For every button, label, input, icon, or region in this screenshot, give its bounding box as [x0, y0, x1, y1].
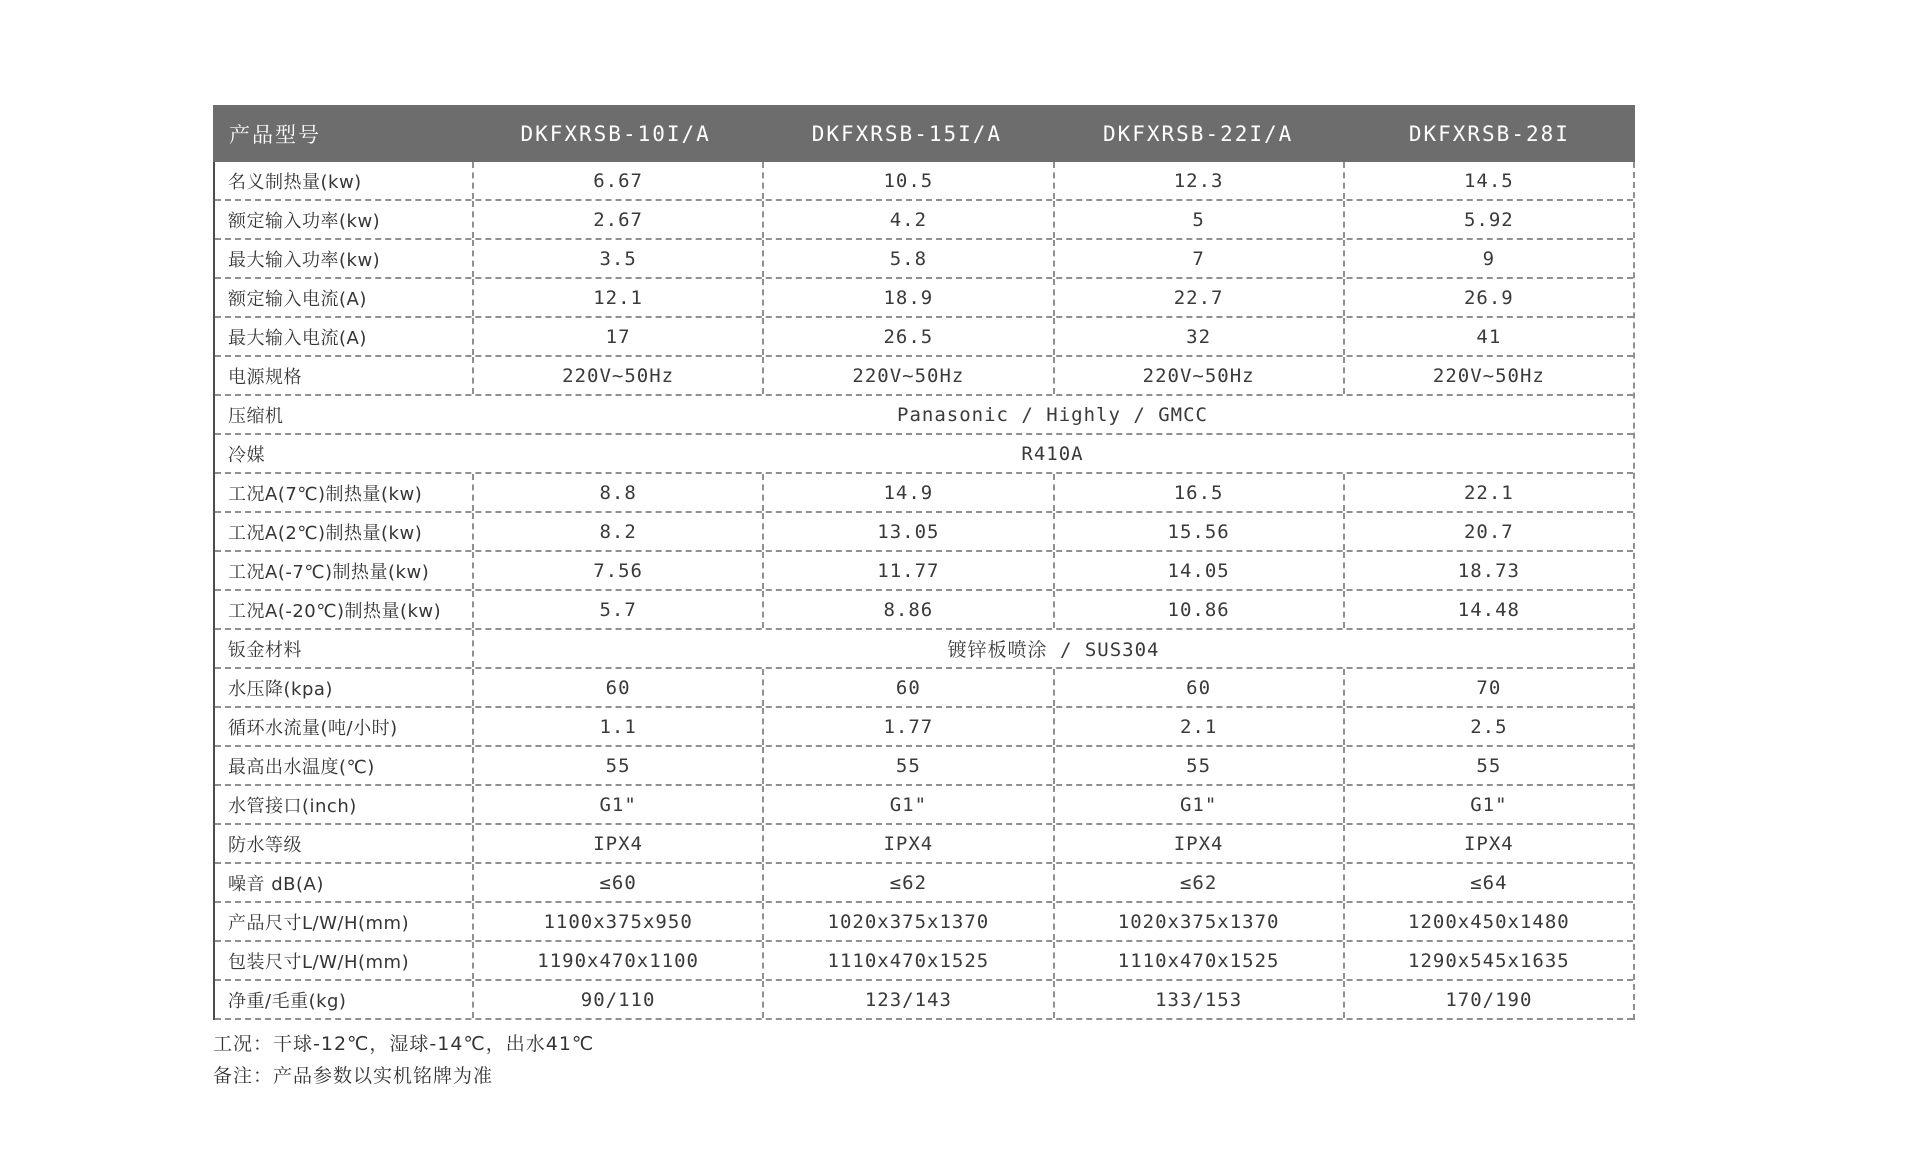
- row-label: 包装尺寸L/W/H(mm): [228, 951, 410, 973]
- cell-value: 22.7: [1053, 279, 1343, 316]
- table-row: [215, 474, 1633, 513]
- cell-value: 7: [1053, 240, 1343, 277]
- row-label: 循环水流量(吨/小时): [228, 717, 398, 739]
- cell-value: 13.05: [762, 513, 1052, 550]
- row-label: 钣金材料: [228, 639, 302, 661]
- header-model-2: DKFXRSB-22I/A: [1102, 121, 1294, 146]
- cell-value: 133/153: [1053, 981, 1343, 1018]
- table-row: [215, 396, 1633, 435]
- cell-value: 3.5: [472, 240, 762, 277]
- row-label: 产品尺寸L/W/H(mm): [228, 912, 410, 934]
- row-label: 防水等级: [228, 834, 302, 856]
- cell-value: 60: [472, 669, 762, 706]
- row-label: 最大输入功率(kw): [228, 249, 381, 271]
- cell-value: 1.1: [472, 708, 762, 745]
- cell-value: 220V~50Hz: [1343, 357, 1633, 394]
- spec-table: [213, 105, 1635, 1020]
- cell-value: ≤64: [1343, 864, 1633, 901]
- table-row: [215, 279, 1633, 318]
- row-label: 工况A(-7℃)制热量(kw): [228, 561, 430, 583]
- cell-value: 15.56: [1053, 513, 1343, 550]
- row-label: 名义制热量(kw): [228, 171, 362, 193]
- cell-value: 20.7: [1343, 513, 1633, 550]
- cell-value: 55: [1053, 747, 1343, 784]
- cell-value: ≤60: [472, 864, 762, 901]
- cell-value: 123/143: [762, 981, 1052, 1018]
- cell-value: 1200x450x1480: [1343, 903, 1633, 940]
- cell-value: 14.9: [762, 474, 1052, 511]
- cell-value: 8.86: [762, 591, 1052, 628]
- cell-value: 10.5: [762, 162, 1052, 199]
- cell-value: G1": [1053, 786, 1343, 823]
- cell-value: IPX4: [472, 825, 762, 862]
- cell-value: 220V~50Hz: [472, 357, 762, 394]
- table-row: [215, 240, 1633, 279]
- cell-value: 8.2: [472, 513, 762, 550]
- row-label: 额定输入功率(kw): [228, 210, 381, 232]
- row-label: 压缩机: [228, 405, 284, 427]
- cell-value: 2.67: [472, 201, 762, 238]
- cell-value: 5.8: [762, 240, 1052, 277]
- table-row: [215, 747, 1633, 786]
- row-label: 工况A(-20℃)制热量(kw): [228, 600, 442, 622]
- cell-value: G1": [762, 786, 1052, 823]
- cell-value: 5: [1053, 201, 1343, 238]
- row-label: 最高出水温度(℃): [228, 756, 375, 778]
- header-model-3: DKFXRSB-28I: [1408, 121, 1570, 146]
- cell-value: 5.92: [1343, 201, 1633, 238]
- cell-value: 1110x470x1525: [762, 942, 1052, 979]
- cell-value: 26.9: [1343, 279, 1633, 316]
- cell-value: 8.8: [472, 474, 762, 511]
- spec-table-body: [213, 162, 1635, 1020]
- cell-value: G1": [1343, 786, 1633, 823]
- row-label: 电源规格: [228, 366, 302, 388]
- cell-value: IPX4: [1053, 825, 1343, 862]
- row-label: 水压降(kpa): [228, 678, 333, 700]
- cell-value: 41: [1343, 318, 1633, 355]
- table-row: [215, 513, 1633, 552]
- row-label: 最大输入电流(A): [228, 327, 367, 349]
- cell-value: 1020x375x1370: [1053, 903, 1343, 940]
- cell-value: ≤62: [762, 864, 1052, 901]
- cell-value: 14.5: [1343, 162, 1633, 199]
- cell-value: 220V~50Hz: [1053, 357, 1343, 394]
- table-row: [215, 552, 1633, 591]
- row-span-value: R410A: [1021, 442, 1084, 465]
- cell-value: 10.86: [1053, 591, 1343, 628]
- row-label: 工况A(2℃)制热量(kw): [228, 522, 423, 544]
- cell-value: 26.5: [762, 318, 1052, 355]
- footer-notes: [213, 1028, 594, 1092]
- cell-value: 14.05: [1053, 552, 1343, 589]
- cell-value: 55: [762, 747, 1052, 784]
- table-row: [215, 162, 1633, 201]
- cell-value: 1.77: [762, 708, 1052, 745]
- cell-value: 22.1: [1343, 474, 1633, 511]
- cell-value: 32: [1053, 318, 1343, 355]
- header-model-1: DKFXRSB-15I/A: [811, 121, 1003, 146]
- table-row: [215, 786, 1633, 825]
- cell-value: 170/190: [1343, 981, 1633, 1018]
- cell-value: 60: [1053, 669, 1343, 706]
- row-label: 噪音 dB(A): [228, 873, 324, 895]
- table-row: [215, 318, 1633, 357]
- cell-value: 220V~50Hz: [762, 357, 1052, 394]
- cell-value: 60: [762, 669, 1052, 706]
- row-label: 水管接口(inch): [228, 795, 357, 817]
- table-row: [215, 825, 1633, 864]
- table-row: [215, 903, 1633, 942]
- row-label: 冷媒: [228, 444, 265, 466]
- row-label: 净重/毛重(kg): [228, 990, 347, 1012]
- cell-value: G1": [472, 786, 762, 823]
- cell-value: 6.67: [472, 162, 762, 199]
- cell-value: 14.48: [1343, 591, 1633, 628]
- cell-value: 9: [1343, 240, 1633, 277]
- header-label-product-model: 产品型号: [229, 122, 321, 147]
- table-row: [215, 630, 1633, 669]
- cell-value: 1290x545x1635: [1343, 942, 1633, 979]
- cell-value: ≤62: [1053, 864, 1343, 901]
- table-row: [215, 435, 1633, 474]
- table-row: [215, 942, 1633, 981]
- cell-value: 5.7: [472, 591, 762, 628]
- note-remark: 备注：产品参数以实机铭牌为准: [213, 1065, 494, 1087]
- table-row: [215, 201, 1633, 240]
- cell-value: 2.5: [1343, 708, 1633, 745]
- cell-value: 1110x470x1525: [1053, 942, 1343, 979]
- table-row: [215, 669, 1633, 708]
- cell-value: 55: [1343, 747, 1633, 784]
- cell-value: IPX4: [1343, 825, 1633, 862]
- cell-value: 18.73: [1343, 552, 1633, 589]
- cell-value: 18.9: [762, 279, 1052, 316]
- cell-value: 11.77: [762, 552, 1052, 589]
- row-label: 工况A(7℃)制热量(kw): [228, 483, 423, 505]
- table-row: [215, 708, 1633, 747]
- cell-value: 17: [472, 318, 762, 355]
- row-span-value: Panasonic / Highly / GMCC: [897, 403, 1208, 426]
- table-row: [215, 591, 1633, 630]
- cell-value: 2.1: [1053, 708, 1343, 745]
- cell-value: 12.1: [472, 279, 762, 316]
- cell-value: 1190x470x1100: [472, 942, 762, 979]
- cell-value: 90/110: [472, 981, 762, 1018]
- cell-value: 1020x375x1370: [762, 903, 1052, 940]
- spec-table-header: [213, 105, 1635, 162]
- cell-value: 1100x375x950: [472, 903, 762, 940]
- cell-value: 70: [1343, 669, 1633, 706]
- cell-value: IPX4: [762, 825, 1052, 862]
- row-span-value: 镀锌板喷涂 / SUS304: [472, 630, 1633, 667]
- cell-value: 55: [472, 747, 762, 784]
- cell-value: 16.5: [1053, 474, 1343, 511]
- table-row: [215, 864, 1633, 903]
- row-label: 额定输入电流(A): [228, 288, 367, 310]
- cell-value: 7.56: [472, 552, 762, 589]
- header-model-0: DKFXRSB-10I/A: [520, 121, 711, 146]
- table-row: [215, 357, 1633, 396]
- note-working-condition: 工况：干球-12℃，湿球-14℃，出水41℃: [213, 1033, 595, 1055]
- table-row: [215, 981, 1633, 1020]
- cell-value: 12.3: [1053, 162, 1343, 199]
- cell-value: 4.2: [762, 201, 1052, 238]
